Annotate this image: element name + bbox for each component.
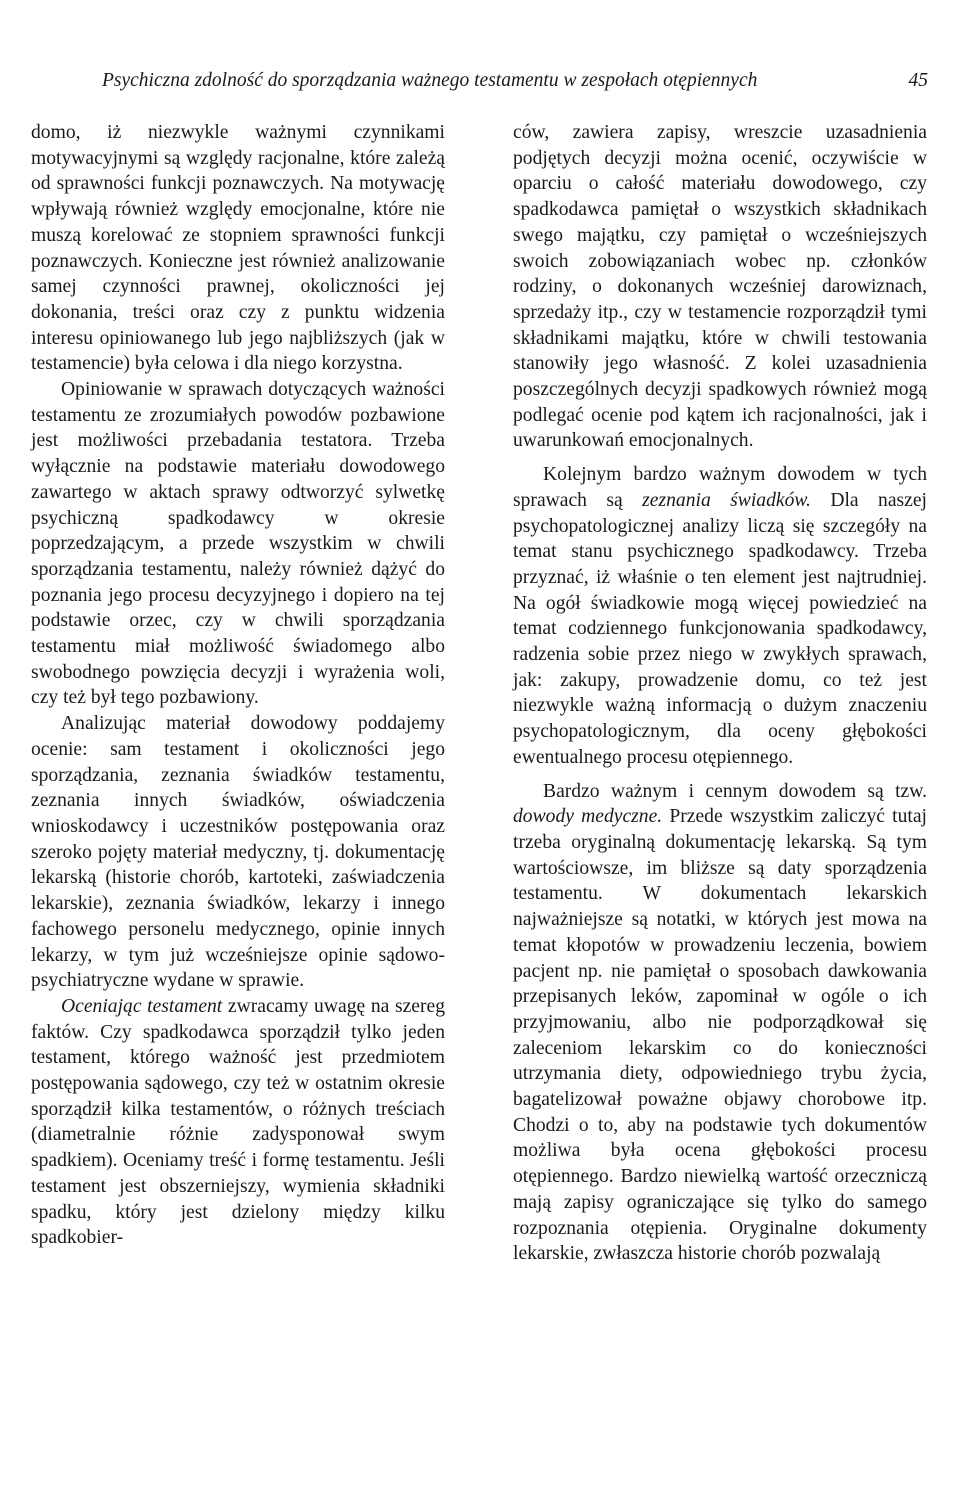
running-title: Psychiczna zdolność do sporządzania ważnego testamentu w zespołach otępiennych (102, 70, 758, 91)
emphasis-text: zeznania świadków. (642, 489, 811, 511)
paragraph: ców, zawiera zapisy, wreszcie uzasadnienia podjętych decyzji można ocenić, oczywiście w oparciu o całość materiału dowodowego, czy spadkodawca pamiętał o wszystkich składnikach swego majątku, czy pamiętał o wcześniejszych swoich zobowiązaniach wobec np. członków rodziny, o dokonanych wcześniej darowiznach, sprzedaży itp., czy w testamencie rozporządził tymi składnikami majątku, które w chwili testowania stanowiły jego własność. Z kolei uzasadnienia poszczególnych decyzji spadkowych również mogą podlegać ocenie pod kątem ich racjonalności, jak i uwarunkowań emocjonalnych. (513, 122, 927, 452)
paragraph-text: zwracamy uwagę na szereg faktów. Czy spadkodawca sporządził tylko jeden testament, którego ważność jest przedmiotem postępowania sądowego, czy też w ostatnim okresie sporządził kilka testamentów, o różnych treściach (diametralnie różnie zadysponował swym spadkiem). Oceniamy treść i formę testamentu. Jeśli testament jest obszerniejszy, wymienia składniki spadku, który jest dzielony między kilku spadkobier- (31, 995, 446, 1249)
paragraph: Analizując materiał dowodowy poddajemy ocenie: sam testament i okoliczności jego sporządzania, zeznania świadków testamentu, zeznania innych świadków, oświadczenia wnioskodawcy i uczestników postępowania oraz szeroko pojęty materiał medyczny, tj. dokumentację lekarską (historie chorób, kartoteki, zaświadczenia lekarskie), zeznania świadków, lekarzy i innego fachowego personelu medycznego, opinie innych lekarzy, w tym już wcześniejsze opinie sądowo-psychiatryczne wydane w sprawie. (31, 713, 445, 992)
paragraph: Opiniowanie w sprawach dotyczących ważności testamentu ze zrozumiałych powodów pozbawione jest możliwości przebadania testatora. Trzeba wyłącznie na podstawie materiału dowodowego zawartego w aktach sprawy odtworzyć sylwetkę psychiczną spadkodawcy w okresie poprzedzającym, a przede wszystkim w chwili sporządzania testamentu, należy również dążyć do poznania jego procesu decyzyjnego i dopiero na tej podstawie orzec, czy w chwili sporządzania testamentu miał możliwość świadomego albo swobodnego powzięcia decyzji i wyrażenia woli, czy też był tego pozbawiony. (31, 379, 445, 709)
paragraph-text: Bardzo ważnym i cennym dowodem są tzw. (543, 780, 927, 802)
paragraph-text: Dla naszej psychopatologicznej analizy liczą się szczegóły na temat stanu psychicznego spadkodawcy. Trzeba przyznać, iż właśnie o ten element jest najtrudniej. Na ogół świadkowie mogą więcej powiedzieć na temat codziennego funkcjonowania spadkodawcy, radzenia sobie przez niego w zwykłych sprawach, jak: zakupy, prowadzenie domu, co też jest niezwykle ważną informacją o dużym znaczeniu psychopatologicznym, dla oceny głębokości ewentualnego procesu otępiennego. (513, 489, 927, 768)
paragraph (513, 779, 927, 1267)
paragraph: domo, iż niezwykle ważnymi czynnikami motywacyjnymi są względy racjonalne, które zależą od sprawności funkcji poznawczych. Na motywację wpływają również względy emocjonalne, które nie muszą korelować ze stopniem sprawności funkcji poznawczych. Konieczne jest również analizowanie samej czynności prawnej, okoliczności jej dokonania, treści oraz czy z punktu widzenia interesu opiniowanego lub jego najbliższych (jak w testamencie) była celowa i dla niego korzystna. (31, 122, 445, 375)
running-header (102, 70, 928, 100)
left-column (31, 120, 445, 1251)
paragraph-text: Kolejnym bardzo ważnym dowodem w tych sprawach są (513, 464, 927, 511)
paragraph (513, 462, 927, 770)
paragraph (31, 994, 445, 1251)
emphasis-text: dowody medyczne. (513, 806, 663, 828)
right-column (513, 120, 927, 1267)
emphasis-text: Oceniając testament (61, 995, 223, 1017)
page-number: 45 (908, 70, 928, 91)
paragraph-text: Przede wszystkim zaliczyć tutaj trzeba oryginalną dokumentację lekarską. Są tym wartościowsze, im bliższe są daty sporządzenia testamentu. W dokumentach lekarskich najważniejsze są notatki, w których jest mowa na temat kłopotów w prowadzeniu leczenia, bowiem pacjent np. nie pamiętał o sposobach dawkowania przepisanych leków, zapominał w ogóle o ich przyjmowaniu, albo nie podporządkował się zaleceniom lekarskim co do konieczności utrzymania diety, odpowiedniego trybu życia, bagatelizował poważne objawy chorobowe itp. Chodzi o to, aby na podstawie tych dokumentów możliwa była ocena głębokości procesu otępiennego. Bardzo niewielką wartość orzeczniczą mają zapisy ograniczające się tylko do samego rozpoznania otępienia. Oryginalne dokumenty lekarskie, zwłaszcza historie chorób pozwalają (513, 806, 928, 1265)
